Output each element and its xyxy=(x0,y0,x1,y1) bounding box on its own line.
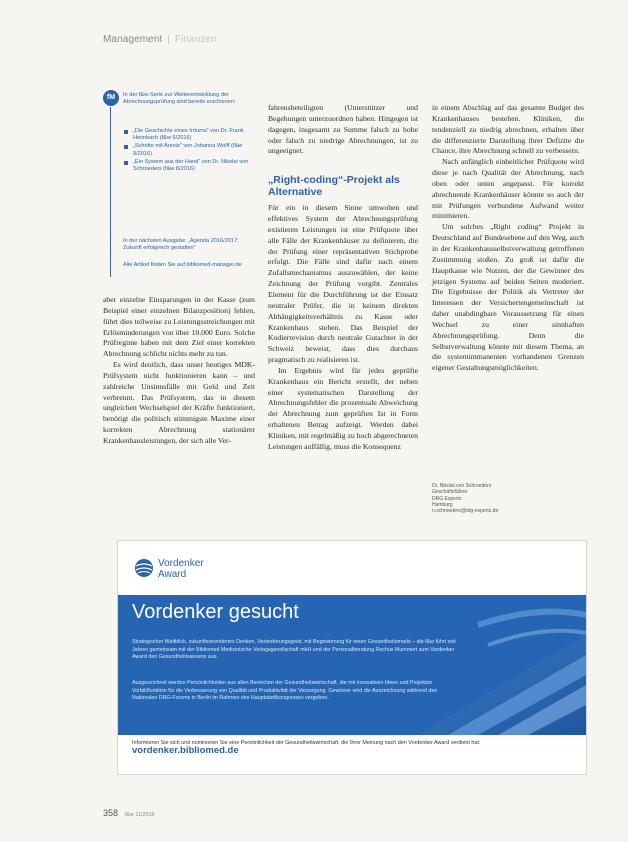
vordenker-advertisement xyxy=(117,540,587,775)
paragraph: fahrensbeteiligten (Unterstützer und Begehungen unterzuordnen haben. Hingegen ist dagegen, insgesamt zu Summe falsch zu hohe oder falsch zu niedrige Abrechnungen, ist zu ungeeignet. xyxy=(268,103,418,156)
page-number: 358 xyxy=(103,808,119,818)
globe-icon xyxy=(132,557,156,579)
paragraph: in einem Abschlag auf das gesamte Budget des Krankenhauses bestehen. Kliniken, die tendenziell zu niedrig abrechnen, erhalten über die differenzierte Darstellung ihrer Defizite die Chance, ihre Abrechnung schnell zu verbessern. xyxy=(432,103,584,156)
ad-url-link[interactable]: vordenker.bibliomed.de xyxy=(132,745,239,756)
author-email: n.schroeders@drg-experts.de xyxy=(432,508,499,515)
header-separator: | xyxy=(167,34,170,45)
section-heading: „Right-coding“-Projekt als Alternative xyxy=(268,174,400,199)
author-name: Dr. Nikolai von Schroeders xyxy=(432,483,492,489)
paragraph: Um solches „Right coding“ Projekt in Deutschland auf Bundesebene auf den Weg, auch in der Krankenhausselbstverwaltung getroffenen Zustimmung stoßen. Zu groß ist dafür die Hauptkasse wie Nutzen, der die Gewinner des jetzigen Systems auf beiden Seiten moderiert. Die Ergebnisse der Politik als Vertreter der Interessen der Versichertengemeinschaft ist daher unabdingbare Voraussetzung für einen Wechsel zu einer sinnhaften Abrechnungsprüfung. Denn die Selbstverwaltung könnte mit diesem Thema, an die systemimmanenten vorhandenen Grenzen eigener Gestaltungsmöglichkeiten. xyxy=(432,222,584,373)
header-subsection: Finanzen xyxy=(174,34,217,45)
article-column-1 xyxy=(103,295,255,447)
ad-title: Vordenker gesucht xyxy=(132,601,299,623)
magazine-issue: f&w 11|2016 xyxy=(124,812,155,818)
sidebar-next-issue: In der nächsten Ausgabe: „Agenda 2016/2017: Zukunft erfolgreich gestalten“ xyxy=(123,238,239,252)
ad-footer xyxy=(132,739,572,756)
page-footer xyxy=(103,808,155,818)
paragraph: Es wird deutlich, dass unser heutiges MDK-Prüfsystem nicht funktionieren kann – und zahlreiche Unsinnsfälle mit Geld und Zeit verbrennt. Das Prüfsystem, das in diesem ungleichen Wechselspiel der Kräfte funktioniert, benötigt die politisch stimmigste Maxime einer korrekten Abrechnung stationärer Krankenhausleistungen, der sich alle Ver- xyxy=(103,360,255,445)
paragraph: aber einzelne Einsparungen in der Kasse (zum Beispiel einer einzelnen Bilanzposition) fehlen, führt dies teilweise zu Leistungsstreichungen mit Erlösminderungen von über 10.000 Euro. Solche Prüfregime haben mit dem Ziel einer korrekten Abrechnung schlicht nichts mehr zu tun. xyxy=(103,295,255,359)
paragraph: Im Ergebnis wird für jedes geprüfte Krankenhaus ein Bericht erstellt, der neben einer systematischen Darstellung der Abrechnungsfehler die prozentuale Abweichung der Abrechnung zum geprüften Ist in Form erhaltenen Betrag aufzeigt. Werden dabei Kliniken, mit regelmäßig zu hoch abgerechneten Leistungen auffällig, muss die Konsequenz xyxy=(268,365,418,451)
ad-footer-text: Informieren Sie sich und nominieren Sie eine Persönlichkeit der Gesundheitswirtschaft, die Ihrer Meinung nach den Vordenker Award verdient hat: xyxy=(132,740,481,746)
page-header xyxy=(103,34,217,45)
ad-blue-band xyxy=(118,595,586,735)
article-column-2 xyxy=(268,103,418,453)
author-company: DRG Experts xyxy=(432,495,462,502)
paragraph: Nach anfänglich einheitlicher Prüfquote wird diese je nach Qualität der Abrechnung, nach oben oder unten angepasst. Für korrekt abrechnende Krankenhäuser könnte so auch der mit Prüfungen verbundene Aufwand weiter minimieren. xyxy=(432,157,584,221)
fw-logo-icon: fM xyxy=(103,90,119,106)
logo-text-award: Award xyxy=(158,569,187,580)
article-column-3 xyxy=(432,103,584,374)
sidebar-more-link[interactable]: Alle Artikel finden Sie auf bibliomed-manager.de xyxy=(123,262,242,268)
author-city: Hamburg xyxy=(432,501,453,508)
logo-text-vordenker: Vordenker xyxy=(158,558,204,569)
list-item: „Schritte mit Anreiz“ von Johanna Wolff (f&w 9/2016) xyxy=(123,143,253,157)
header-section: Management xyxy=(103,34,163,45)
paragraph: Für ein in diesem Sinne umwoben und effektives System der Abrechnungsprüfung existieren Leistungen ist eine Prüfquote über alle Fälle der Krankenhäuser zu definieren, die der Prüfung einer repräsentativen Stichprobe erfolgt. Die Fälle sind dafür nach einem Zufallsmechanismus auszuwählen, der keine Zeichnung der Prüfung vorgibt. Zentrales Element für die Durchführung ist der Einsatz neutraler Prüfer, die in keinem direkten Abhängigkeitsverhältnis zu Kasse oder Krankenhaus stehen. Das Beispiel der Kodierrevision durch neutrale Gutachter in der Schweiz beweist, dass dies durchaus pragmatisch zu realisieren ist. xyxy=(268,203,418,365)
list-item: „Ein System aus der Hand“ von Dr. Nikolai von Schroeders (f&w 8/2016) xyxy=(123,159,253,173)
sidebar-intro: In der f&w-Serie zur Weiterentwicklung der Abrechnungsprüfung sind bereits erschienen: xyxy=(123,92,236,106)
sidebar-divider xyxy=(110,107,111,277)
ad-paragraph: Ausgezeichnet werden Persönlichkeiten aus allen Bereichen der Gesundheitswirtschaft, die mit innovativen Ideen und Projekten Vorbildfunktion für die Verbesserung von Qualität und Produktivität der Versorgung. Gewinner wird die Auszeichnung während des Nationalen DRG-Forums in Berlin im Rahmen des Hauptstadtkongresses vergeben. xyxy=(132,680,438,702)
ad-paragraph: Strategischer Weitblick, zukunftsorientiertes Denken, Veränderungsgeist, mit Begeisterung für einen Gesundheitsmarkt – die f&w führt seit Jahren gemeinsam mit der Bibliomed Medizinische Verlagsgesellschaft mbH und der Personalberatung Rochus Mummert zum Vordenker Award den Gesundheitswesens aus. xyxy=(132,639,456,661)
list-item: „Die Geschichte eines Irrtums“ von Dr. Frank Heimbach (f&w 6/2016) xyxy=(123,128,253,142)
author-role: Geschäftsführer xyxy=(432,489,468,496)
series-sidebar xyxy=(103,90,251,300)
author-info xyxy=(432,483,584,514)
series-list xyxy=(123,128,253,174)
